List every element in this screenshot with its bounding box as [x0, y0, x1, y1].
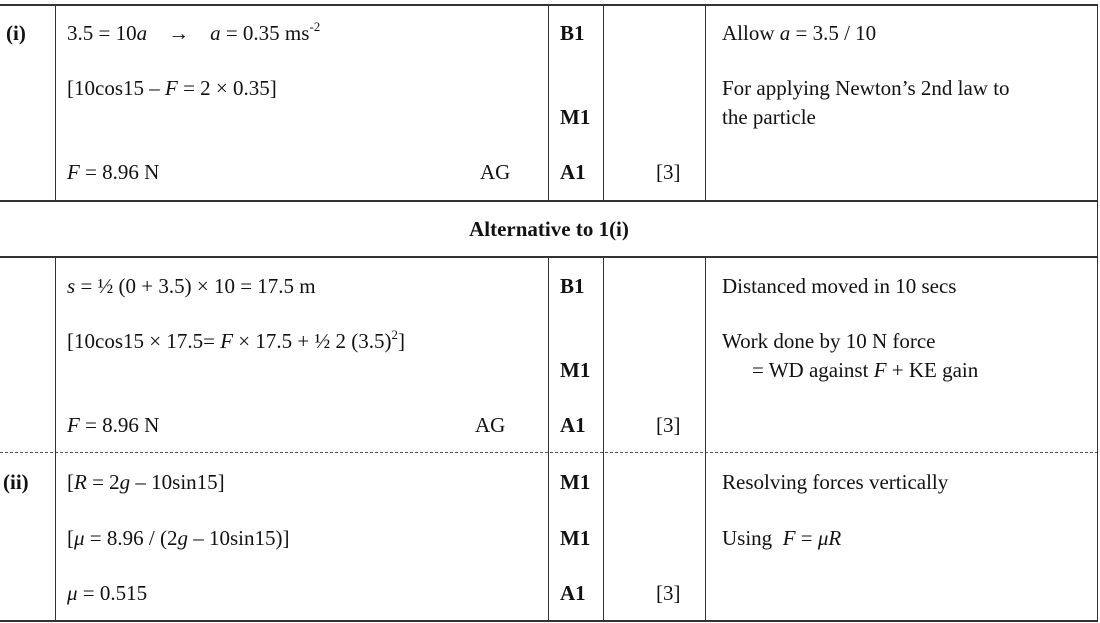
superscript: 2 — [391, 327, 398, 342]
answer-line — [67, 20, 320, 46]
text-segment: – 10sin15] — [130, 470, 225, 494]
answer-given-note: AG — [475, 413, 506, 437]
text-segment: [10cos15 × 17.5= — [67, 329, 221, 353]
row-divider — [0, 256, 1098, 258]
text-segment: × 17.5 + ½ 2 (3.5) — [233, 329, 392, 353]
math-variable: R — [74, 470, 87, 494]
mark: M1 — [560, 105, 591, 129]
answer-line — [67, 525, 289, 551]
guidance-line — [722, 525, 841, 551]
column-divider — [548, 256, 549, 620]
text-segment: 3.5 = 10 — [67, 21, 137, 45]
answer-line — [67, 412, 159, 438]
mark: M1 — [560, 358, 591, 382]
mark: A1 — [560, 581, 586, 605]
text-segment: ] — [397, 329, 405, 353]
answer-line — [67, 328, 405, 354]
math-variable: μR — [817, 526, 842, 550]
mark: M1 — [560, 526, 591, 550]
math-variable: μ — [74, 526, 85, 550]
answer-line — [67, 159, 159, 185]
math-variable: F — [67, 413, 80, 437]
mark: B1 — [560, 274, 585, 298]
text-segment: + KE gain — [886, 358, 979, 382]
math-variable: s — [67, 274, 76, 298]
column-divider — [55, 4, 56, 200]
text-segment: Resolving forces vertically — [722, 470, 949, 494]
answer-line — [67, 469, 225, 495]
column-divider — [55, 256, 56, 620]
guidance-line — [722, 328, 936, 354]
math-variable: F — [165, 76, 178, 100]
math-variable: a — [136, 21, 148, 45]
guidance-line — [752, 357, 978, 383]
text-segment: = 0.35 ms — [220, 21, 310, 45]
total-marks: [3] — [656, 160, 681, 184]
row-divider — [0, 200, 1098, 202]
table-border-bottom — [0, 620, 1098, 622]
text-segment: → — [147, 21, 211, 45]
mark: M1 — [560, 470, 591, 494]
text-segment: = WD against — [752, 358, 874, 382]
text-segment: = 8.96 N — [79, 160, 160, 184]
dashed-row-divider — [0, 452, 1098, 453]
table-border-right — [1097, 4, 1098, 620]
text-segment: Distanced moved in 10 secs — [722, 274, 957, 298]
text-segment: = 2 × 0.35] — [177, 76, 277, 100]
guidance-line — [722, 273, 956, 299]
guidance-line — [722, 104, 816, 130]
column-divider — [603, 4, 604, 200]
part-label: (ii) — [3, 470, 29, 494]
text-segment: = 8.96 N — [79, 413, 160, 437]
text-segment: Using — [722, 526, 783, 550]
text-segment: – 10sin15)] — [187, 526, 290, 550]
text-segment: = ½ (0 + 3.5) × 10 = 17.5 m — [75, 274, 316, 298]
text-segment: = — [795, 526, 818, 550]
column-divider — [548, 4, 549, 200]
math-variable: F — [67, 160, 80, 184]
answer-line — [67, 75, 277, 101]
text-segment: = 2 — [86, 470, 120, 494]
math-variable: a — [210, 21, 221, 45]
text-segment: Allow — [722, 21, 780, 45]
guidance-line — [722, 20, 876, 46]
text-segment: = 3.5 / 10 — [790, 21, 877, 45]
math-variable: μ — [67, 581, 78, 605]
table-border-top — [0, 4, 1098, 6]
answer-line — [67, 580, 147, 606]
column-divider — [603, 256, 604, 620]
mark: A1 — [560, 413, 586, 437]
total-marks: [3] — [656, 581, 681, 605]
text-segment: For applying Newton’s 2nd law to — [722, 76, 1010, 100]
superscript: -2 — [309, 19, 321, 34]
text-segment: [ — [67, 526, 74, 550]
total-marks: [3] — [656, 413, 681, 437]
math-variable: g — [177, 526, 188, 550]
math-variable: g — [119, 470, 131, 494]
alternative-header: Alternative to 1(i) — [469, 217, 629, 241]
text-segment: the particle — [722, 105, 816, 129]
column-divider — [705, 256, 706, 620]
guidance-line — [722, 469, 948, 495]
part-label: (i) — [6, 21, 26, 45]
column-divider — [705, 4, 706, 200]
text-segment: = 0.515 — [77, 581, 148, 605]
text-segment: = 8.96 / (2 — [84, 526, 178, 550]
answer-given-note: AG — [480, 160, 511, 184]
text-segment: [ — [67, 470, 74, 494]
math-variable: a — [779, 21, 791, 45]
text-segment: Work done by 10 N force — [722, 329, 936, 353]
mark: A1 — [560, 160, 586, 184]
text-segment: [10cos15 – — [67, 76, 165, 100]
math-variable: F — [873, 358, 887, 382]
answer-line — [67, 273, 316, 299]
math-variable: F — [782, 526, 796, 550]
math-variable: F — [220, 329, 234, 353]
mark: B1 — [560, 21, 585, 45]
guidance-line — [722, 75, 1010, 101]
